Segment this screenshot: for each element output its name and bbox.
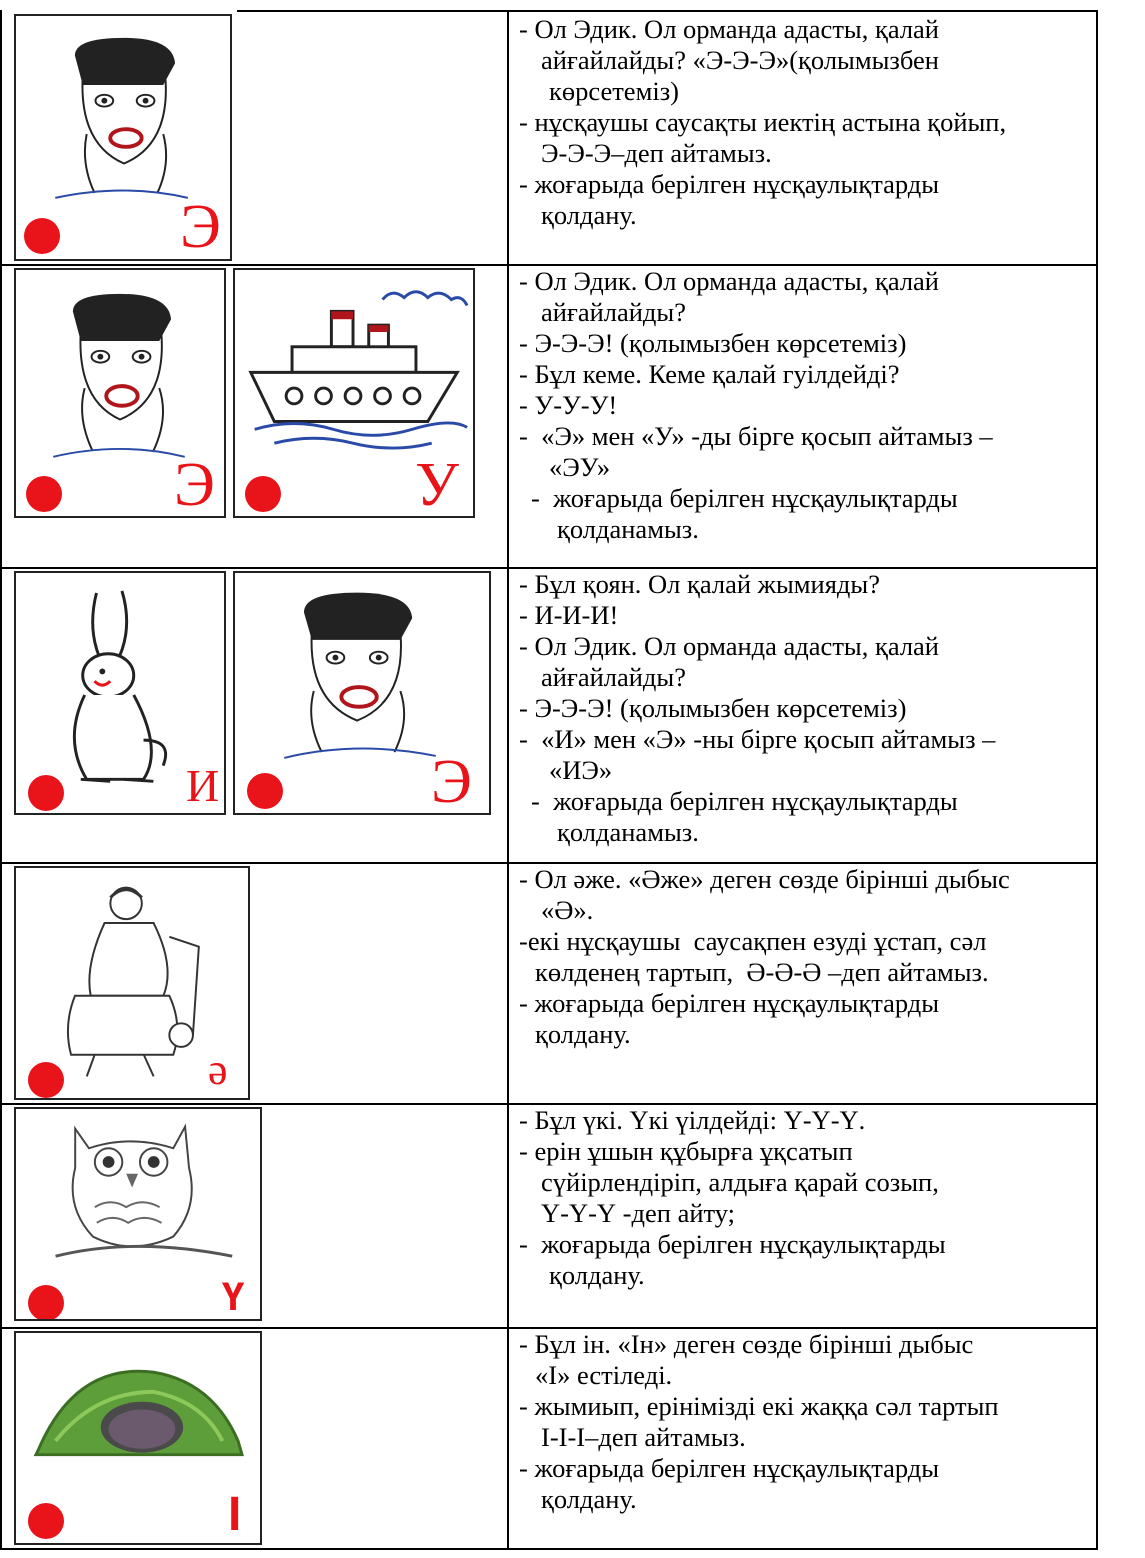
letter-label: І [228,1488,242,1541]
instruction-text-row-1: - Ол Эдик. Ол орманда адасты, қалай айғайлайды? «Э-Э-Э»(қолымызбен көрсетеміз) - нұсқаушы саусақты иектің астына қойып, Э-Э-Э–деп айтамыз. - жоғарыда берілген нұсқаулықтарды қолдану. [519,14,1007,230]
table-top-border [237,10,1098,12]
letter-label: ә [208,1045,228,1094]
red-dot-icon [28,1503,64,1539]
red-dot-icon [247,773,283,809]
letter-label: Э [174,451,215,518]
red-dot-icon [245,476,281,512]
owl-card [14,1107,262,1321]
rabbit-card [14,571,226,815]
red-dot-icon [24,218,60,254]
burrow-card [14,1331,262,1545]
red-dot-icon [26,476,62,512]
boy-shouting-card [14,14,232,261]
red-dot-icon [28,1285,64,1321]
red-dot-icon [28,1062,64,1098]
instruction-text-row-6: - Бұл ін. «Ін» деген сөзде бірінші дыбыс «І» естіледі. - жымиып, ерінімізді екі жаққа сәл тартып І-І-І–деп айтамыз. - жоғарыда берілген нұсқаулықтарды қолдану. [519,1329,999,1514]
table-bottom-border [0,1548,1098,1550]
letter-label: И [186,760,220,811]
letter-label: У [415,451,459,518]
letter-label: Э [180,193,221,261]
boy-shouting-card [14,268,226,518]
boy-shouting-card [233,571,491,815]
instruction-text-row-2: - Ол Эдик. Ол орманда адасты, қалай айғайлайды? - Э-Э-Э! (қолымызбен көрсетеміз) - Бұл кеме. Кеме қалай гуілдейді? - У-У-У! - «Э» мен «У» -ды бірге қосып айтамыз – «ЭУ» - жоғарыда берілген нұсқаулықтарды қолданамыз. [519,266,993,544]
instruction-text-row-5: - Бұл үкі. Үкі үілдейді: Ү-Ү-Ү. - ерін ұшын құбырға ұқсатып сүйірлендіріп, алдыға қарай созып, Ү-Ү-Ү -деп айту; - жоғарыда берілген нұсқаулықтарды қолдану. [519,1105,946,1290]
red-dot-icon [28,775,64,811]
instruction-text-row-3: - Бұл қоян. Ол қалай жымияды? - И-И-И! - Ол Эдик. Ол орманда адасты, қалай айғайлайды? - Э-Э-Э! (қолымызбен көрсетеміз) - «И» мен «Э» -ны бірге қосып айтамыз – «ИЭ» - жоғарыда берілген нұсқаулықтарды қолданамыз. [519,569,996,847]
letter-label: Ү [222,1275,245,1319]
instruction-text-row-4: - Ол әже. «Әже» деген сөзде бірінші дыбыс «Ә». -екі нұсқаушы саусақпен езуді ұстап, сәл көлденең тартып, Ә-Ә-Ә –деп айтамыз. - жоғарыда берілген нұсқаулықтарды қолдану. [519,864,1010,1049]
grandmother-card [14,866,250,1100]
table-column-divider [507,10,509,1550]
table-left-border [0,10,2,1550]
ship-card [233,268,475,518]
letter-label: Э [431,748,472,815]
